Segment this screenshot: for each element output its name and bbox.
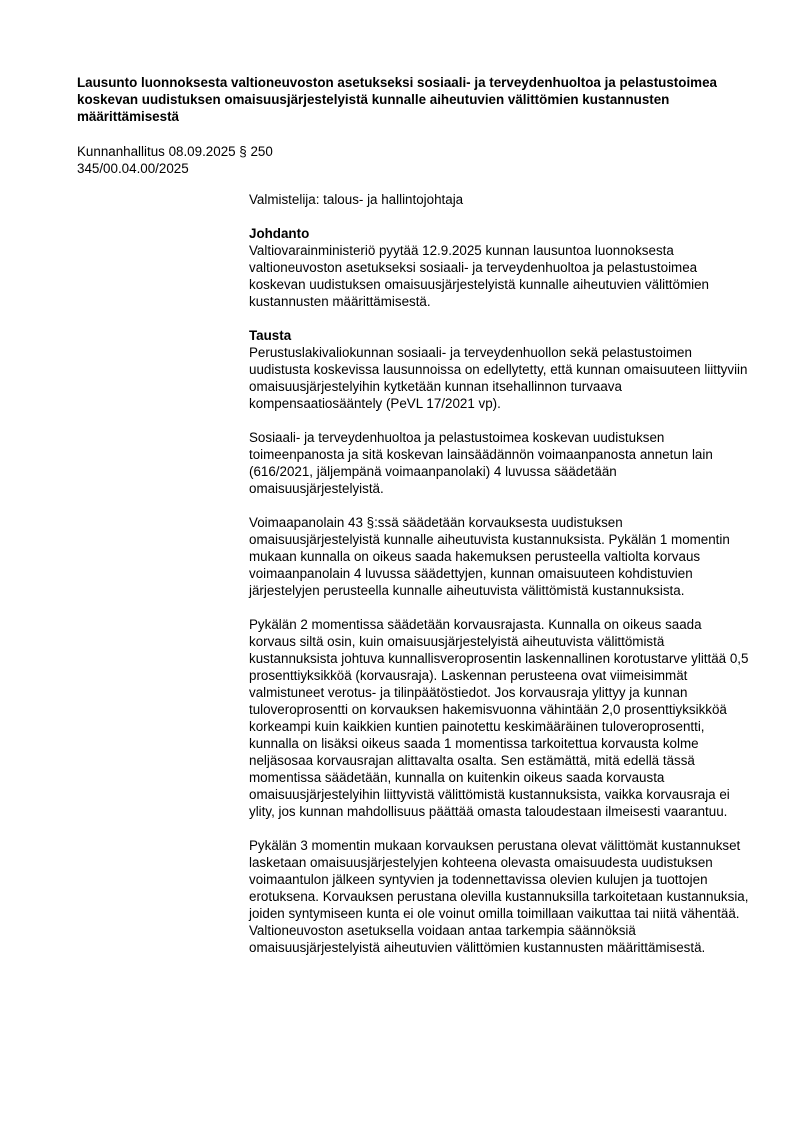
preparer-line: Valmistelija: talous- ja hallintojohtaja [249,192,464,207]
paragraph: Valtiovarainministeriö pyytää 12.9.2025 kunnan lausuntoa luonnoksesta valtioneuvoston asetukseksi sosiaali- ja terveydenhuoltoa ja pelastustoimea koskevan uudistuksen omaisuusjärjestelyistä kunnalle aiheutuvien välittömien kustannusten määrittämisestä. [249,243,710,309]
paragraph: Perustuslakivaliokunnan sosiaali- ja terveydenhuollon sekä pelastustoimen uudistusta koskevissa lausunnoissa on edellytetty, että kunnan omaisuuteen liittyviin omaisuusjärjestelyihin kytketään kunnan itsehallinnon turvaava kompensaatiosääntely (PeVL 17/2021 vp). [249,345,748,411]
section-heading: Johdanto [249,226,310,241]
case-number: 345/00.04.00/2025 [77,161,189,176]
section-tausta [249,327,749,956]
document-body [249,191,749,973]
paragraph: Sosiaali- ja terveydenhuoltoa ja pelastustoimea koskevan uudistuksen toimeenpanosta ja sitä koskevan lainsäädännön voimaanpanosta annetun lain (616/2021, jäljempänä voimaanpanolaki) 4 luvussa säädetään omaisuusjärjestelyistä. [249,430,713,496]
paragraph: Pykälän 3 momentin mukaan korvauksen perustana olevat välittömät kustannukset lasketaan omaisuusjärjestelyjen kohteena olevasta omaisuudesta uudistuksen voimaantulon jälkeen syntyvien ja todennettavissa olevien kulujen ja tuottojen erotuksena. Korvauksen perustana olevilla kustannuksilla tarkoitetaan kustannuksia, joiden syntymiseen kunta ei ole voinut omilla toimillaan vaikuttaa tai niitä vähentää. Valtioneuvoston asetuksella voidaan antaa tarkempia säännöksiä omaisuusjärjestelyistä aiheutuvien välittömien kustannusten määrittämisestä. [249,838,749,955]
paragraph: Pykälän 2 momentissa säädetään korvausrajasta. Kunnalla on oikeus saada korvaus siltä osin, kuin omaisuusjärjestelyistä aiheutuvista välittömistä kustannuksista johtuva kunnallisveroprosentin laskennallinen korotustarve ylittää 0,5 prosenttiyksikköä (korvausraja). Laskennan perusteena ovat viimeisimmät valmistuneet verotus- ja tilinpäätöstiedot. Jos korvausraja ylittyy ja kunnan tuloveroprosentti on korvauksen hakemisvuonna vähintään 2,0 prosenttiyksikköä korkeampi kuin kaikkien kuntien painotettu keskimääräinen tuloveroprosentti, kunnalla on lisäksi oikeus saada 1 momentissa tarkoitettua korvausta kolme neljäsosaa korvausrajan alittavalta osalta. Sen estämättä, mitä edellä tässä momentissa säädetään, kunnalla on kuitenkin oikeus saada korvausta omaisuusjärjestelyihin liittyvistä välittömistä kustannuksista, vaikka korvausraja ei ylity, jos kunnan mahdollisuus päättää omasta taloudestaan ilmeisesti vaarantuu. [249,617,749,819]
section-johdanto [249,225,749,310]
meeting-reference: Kunnanhallitus 08.09.2025 § 250 [77,144,273,159]
section-heading: Tausta [249,328,292,343]
paragraph: Voimaapanolain 43 §:ssä säädetään korvauksesta uudistuksen omaisuusjärjestelyistä kunnalle aiheutuvista kustannuksista. Pykälän 1 momentin mukaan kunnalla on oikeus saada hakemuksen perusteella valtiolta korvaus voimaanpanolain 4 luvussa säädettyjen, kunnan omaisuuteen kohdistuvien järjestelyjen perusteella kunnalle aiheutuvista välittömistä kustannuksista. [249,515,730,598]
document-meta [77,143,477,177]
document-title: Lausunto luonnoksesta valtioneuvoston asetukseksi sosiaali- ja terveydenhuoltoa ja pelastustoimea koskevan uudistuksen omaisuusjärjestelyistä kunnalle aiheutuvien välittömien kustannusten määrittämisestä [77,75,717,124]
